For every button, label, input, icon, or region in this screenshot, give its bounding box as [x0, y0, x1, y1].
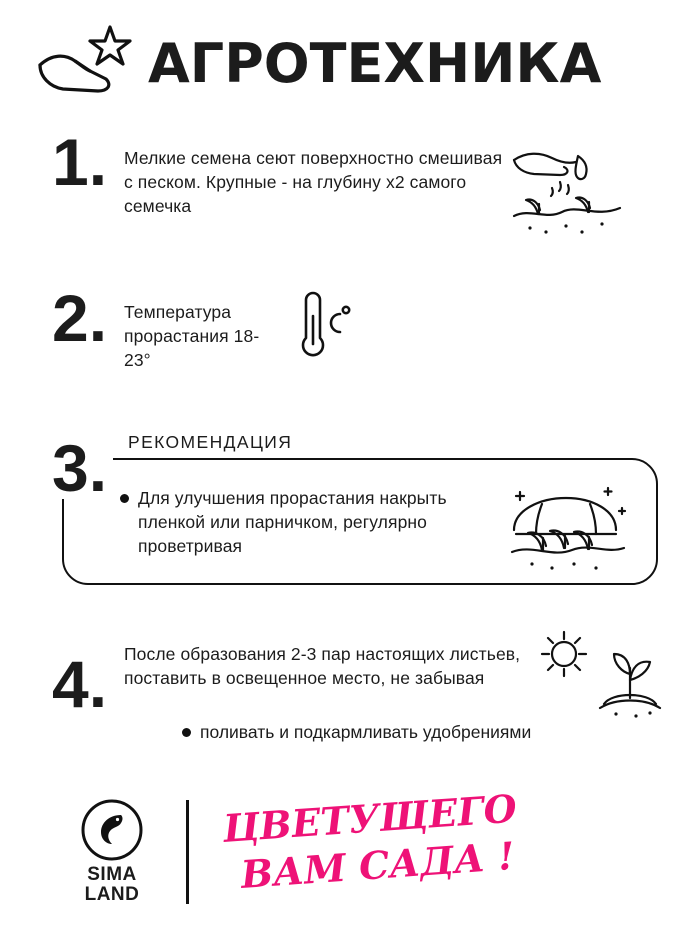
step-2: [52, 281, 672, 372]
step-1-number: 1.: [52, 125, 108, 199]
divider: [186, 800, 189, 904]
step-4-text-last-line: поливать и подкармливать удобрениями: [200, 722, 532, 742]
brand-name-line2: LAND: [84, 884, 140, 905]
sun-and-sprout-icon: [530, 628, 670, 720]
bullet-icon: [182, 728, 191, 737]
step-1-text: Мелкие семена сеют поверхностно смешивая с песком. Крупные - на глубину х2 самого семечка: [124, 148, 503, 217]
slogan-line-1: ЦВЕТУЩЕГО: [220, 785, 518, 852]
recommendation-label: РЕКОМЕНДАЦИЯ: [128, 432, 293, 452]
slogan: [220, 785, 518, 897]
page-title: АГРОТЕХНИКА: [148, 32, 602, 95]
greenhouse-cover-icon: [502, 482, 632, 574]
brand-name-line1: SIMA: [87, 864, 137, 886]
hand-sowing-seeds-icon: [508, 142, 628, 242]
header: [0, 14, 700, 114]
step-2-text: Температура прорастания 18-23°: [124, 302, 260, 371]
thermometer-celsius-icon: [284, 288, 354, 370]
step-3: [120, 486, 660, 574]
step-1: [52, 125, 672, 242]
step-3-text: Для улучшения прорастания накрыть пленкой или парничком, регулярно проветривая: [138, 488, 447, 557]
footer: [0, 787, 700, 917]
hand-with-star-icon: [32, 21, 142, 107]
step-2-number: 2.: [52, 281, 108, 355]
step-4: [52, 628, 692, 744]
bullet-icon: [120, 494, 129, 503]
step-4-text: После образования 2-3 пар настоящих листьев, поставить в освещенное место, не забывая: [124, 644, 521, 689]
step-3-number: 3.: [52, 438, 113, 499]
sima-land-bird-logo: [81, 799, 143, 861]
slogan-line-2: ВАМ САДА !: [238, 832, 516, 897]
brand-block: [52, 799, 172, 905]
step-4-number: 4.: [52, 647, 108, 721]
